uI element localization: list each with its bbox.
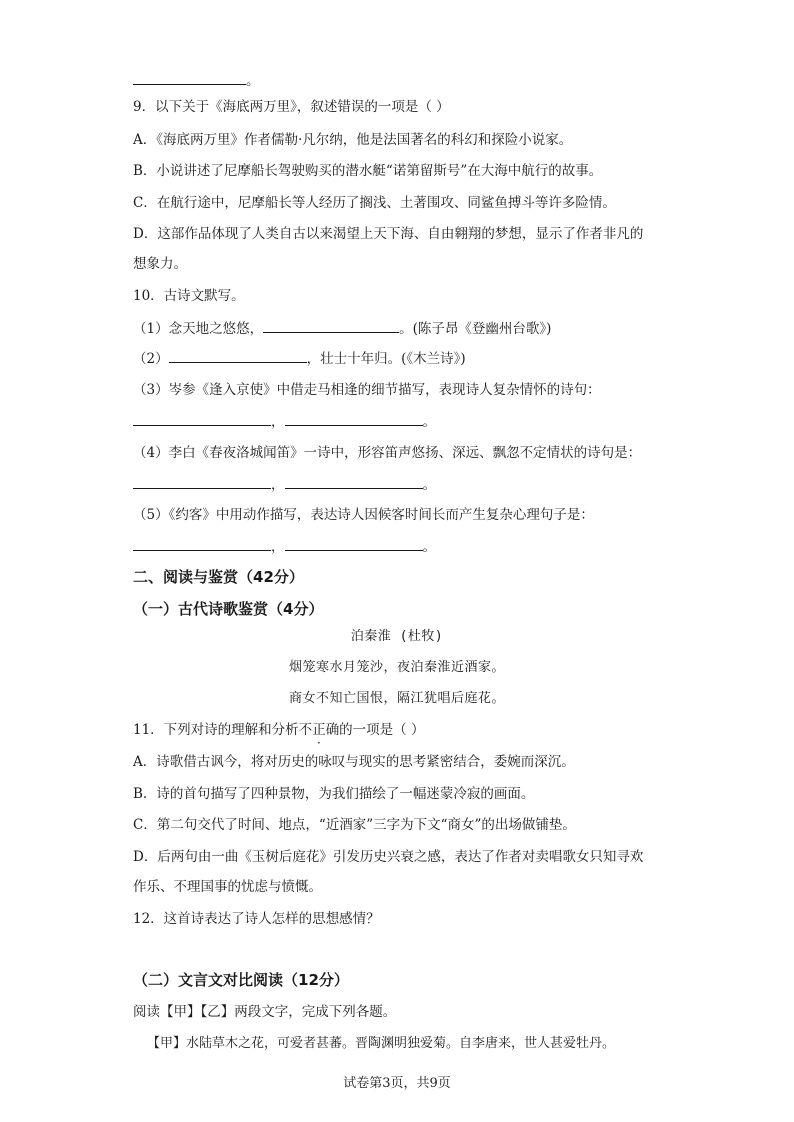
passage-jia: 【甲】水陆草木之花，可爱者甚蕃。晋陶渊明独爱菊。自李唐来，世人甚爱牡丹。 [147,1036,616,1051]
poem-title: 泊秦淮 (杜牧) [350,629,444,644]
classical-intro: 阅读【甲】【乙】两段文字，完成下列各题。 [133,1004,397,1020]
answer-blank[interactable] [285,474,423,489]
answer-blank[interactable] [133,536,271,551]
q10-item-4: （4）李白《春夜洛城闻笛》一诗中，形容笛声悠扬、深远、飘忽不定情状的诗句是： [133,445,642,461]
page-footer: 试卷第3页，共9页 [343,1076,451,1091]
q9-option-c[interactable]: C．在航行途中，尼摩船长等人经历了搁浅、土著围攻、同鲨鱼搏斗等许多险情。 [133,195,616,211]
q10-item-4-answers: ， 。 [133,474,436,495]
q9-option-d[interactable]: D．这部作品体现了人类自古以来渴望上天下海、自由翱翔的梦想，显示了作者非凡的 [133,226,644,242]
q8-answer-line: 。 [133,70,260,91]
answer-blank[interactable] [169,348,307,363]
q11-option-a[interactable]: A．诗歌借古讽今，将对历史的咏叹与现实的思考紧密结合，委婉而深沉。 [133,754,575,770]
emphasis-dot: 正 [312,722,326,738]
answer-blank[interactable] [133,411,271,426]
q9-option-d-cont: 想象力。 [133,256,187,272]
q9-option-b[interactable]: B．小说讲述了尼摩船长驾驶购买的潜水艇“诺第留斯号”在大海中航行的故事。 [133,163,603,179]
q9-stem: 9．以下关于《海底两万里》，叙述错误的一项是（ ） [133,99,450,115]
q11-option-d-cont: 作乐、不理国事的忧虑与愤慨。 [133,879,322,895]
section-heading: 二、阅读与鉴赏（42分） [133,568,304,586]
poem-line-2: 商女不知亡国恨，隔江犹唱后庭花。 [288,691,505,706]
answer-blank[interactable] [285,411,423,426]
q11-option-c[interactable]: C．第二句交代了时间、地点，“近酒家”三字为下文“商女”的出场做铺垫。 [133,817,576,833]
q12-stem: 12．这首诗表达了诗人怎样的思想感情？ [133,911,380,927]
q10-item-5: （5）《约客》中用动作描写，表达诗人因候客时间长而产生复杂心理句子是： [133,507,594,523]
answer-blank[interactable] [133,70,246,85]
q9-option-a[interactable]: A．《海底两万里》作者儒勒·凡尔纳，他是法国著名的科幻和探险小说家。 [133,132,573,148]
q10-item-3: （3）岑参《逢入京使》中借走马相逢的细节描写，表现诗人复杂情怀的诗句： [133,382,601,398]
q11-option-b[interactable]: B．诗的首句描写了四种景物，为我们描绘了一幅迷蒙冷寂的画面。 [133,786,535,802]
answer-blank[interactable] [263,318,399,333]
poem-line-1: 烟笼寒水月笼沙，夜泊秦淮近酒家。 [288,660,505,675]
q10-stem: 10．古诗文默写。 [133,288,245,304]
q10-item-1: （1）念天地之悠悠， 。(陈子昂《登幽州台歌》) [133,318,551,339]
q11-option-d[interactable]: D．后两句由一曲《玉树后庭花》引发历史兴衰之感，表达了作者对卖唱歌女只知寻欢 [133,849,644,865]
answer-blank[interactable] [285,536,423,551]
subsection-heading-classical: （二）文言文对比阅读（12分） [133,971,349,989]
q10-item-5-answers: ， 。 [133,536,436,557]
q11-stem: 11．下列对诗的理解和分析不正确的一项是（ ） [133,722,425,738]
q10-item-3-answers: ， 。 [133,411,436,432]
answer-blank[interactable] [133,474,271,489]
subsection-heading-poetry: （一）古代诗歌鉴赏（4分） [133,600,324,618]
q10-item-2: （2） ，壮士十年归。(《木兰诗》) [133,348,466,369]
